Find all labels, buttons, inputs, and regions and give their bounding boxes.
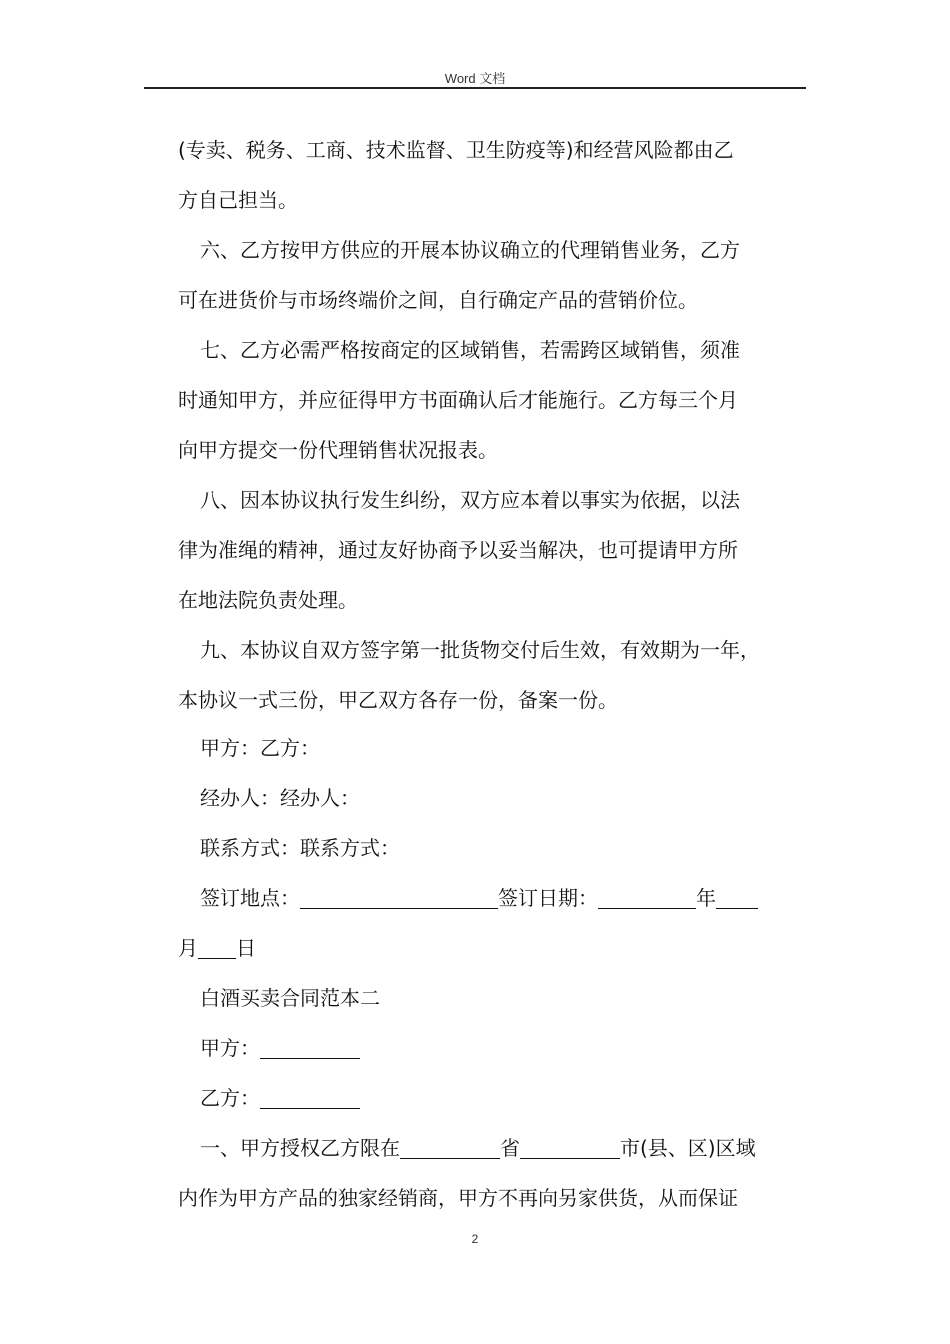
agent-line: 经办人：经办人： [200, 786, 360, 810]
year-char: 年 [696, 886, 716, 910]
party-a-blank [260, 1038, 360, 1059]
clause-line [200, 1134, 756, 1162]
paragraph-line: (专卖、税务、工商、技术监督、卫生防疫等)和经营风险都由乙 [178, 138, 734, 162]
contact-line: 联系方式：联系方式： [200, 836, 400, 860]
paragraph-line: 可在进货价与市场终端价之间，自行确定产品的营销价位。 [178, 288, 698, 312]
city-text: 市(县、区)区域 [620, 1136, 756, 1160]
paragraph-line: 六、乙方按甲方供应的开展本协议确立的代理销售业务，乙方 [200, 238, 740, 262]
page-header: Word 文档 [444, 71, 506, 86]
sign-year-blank [598, 888, 696, 909]
month-char: 月 [178, 936, 198, 960]
header-rule [144, 87, 806, 89]
paragraph-line: 九、本协议自双方签字第一批货物交付后生效，有效期为一年， [200, 638, 760, 662]
paragraph-line: 律为准绳的精神，通过友好协商予以妥当解决，也可提请甲方所 [178, 538, 738, 562]
paragraph-line: 在地法院负责处理。 [178, 588, 358, 612]
sign-month-blank [716, 888, 758, 909]
paragraph-line: 方自己担当。 [178, 188, 298, 212]
sign-place-label: 签订地点： [200, 886, 300, 910]
sign-place-blank [300, 888, 498, 909]
party-b-line [200, 1084, 360, 1112]
date-line [178, 934, 256, 962]
day-char: 日 [236, 936, 256, 960]
party-b-label: 乙方： [200, 1086, 260, 1110]
sign-day-blank [198, 938, 236, 959]
party-line: 甲方：乙方： [200, 736, 320, 760]
page-number: 2 [471, 1232, 479, 1246]
contract2-title: 白酒买卖合同范本二 [200, 986, 380, 1010]
paragraph-line: 内作为甲方产品的独家经销商，甲方不再向另家供货，从而保证 [178, 1186, 738, 1210]
party-a-line [200, 1034, 360, 1062]
paragraph-line: 八、因本协议执行发生纠纷，双方应本着以事实为依据，以法 [200, 488, 740, 512]
city-blank [520, 1138, 620, 1159]
paragraph-line: 时通知甲方，并应征得甲方书面确认后才能施行。乙方每三个月 [178, 388, 738, 412]
clause-text: 一、甲方授权乙方限在 [200, 1136, 400, 1160]
paragraph-line: 本协议一式三份，甲乙双方各存一份，备案一份。 [178, 688, 618, 712]
paragraph-line: 七、乙方必需严格按商定的区域销售，若需跨区域销售，须准 [200, 338, 740, 362]
party-a-label: 甲方： [200, 1036, 260, 1060]
paragraph-line: 向甲方提交一份代理销售状况报表。 [178, 438, 498, 462]
party-b-blank [260, 1088, 360, 1109]
sign-line [200, 884, 758, 912]
province-char: 省 [500, 1136, 520, 1160]
sign-date-label: 签订日期： [498, 886, 598, 910]
province-blank [400, 1138, 500, 1159]
